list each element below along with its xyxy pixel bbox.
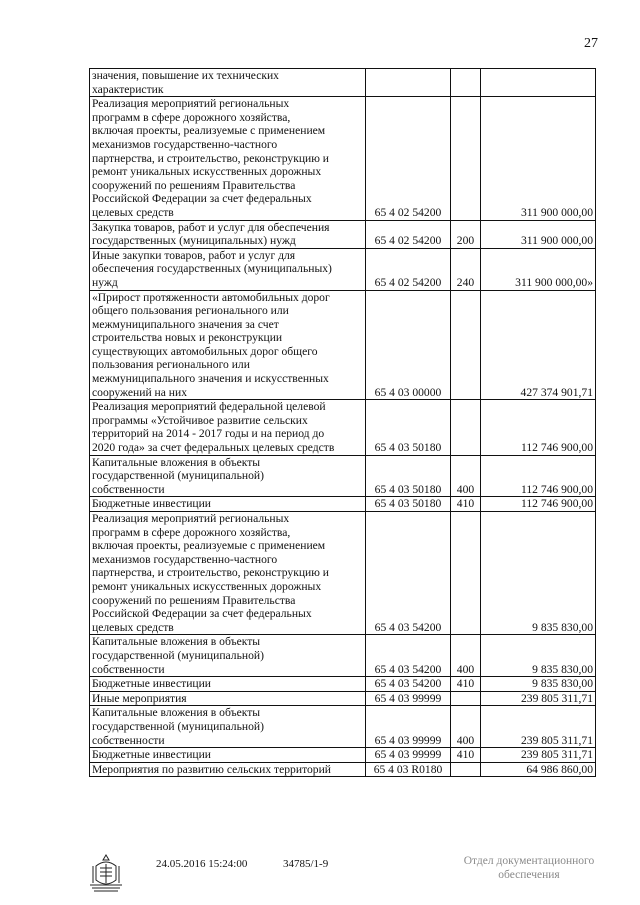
row-code: 65 4 03 99999 [366, 748, 451, 763]
row-name: Реализация мероприятий федеральной целевой программы «Устойчивое развитие сельских территорий на 2014 - 2017 годы и на период до 2020 года» за счет федеральных целевых средств [90, 400, 366, 455]
row-code: 65 4 02 54200 [366, 97, 451, 220]
budget-table-body [90, 69, 596, 777]
row-code: 65 4 03 99999 [366, 706, 451, 748]
table-row [90, 400, 596, 455]
row-name: Капитальные вложения в объекты государственной (муниципальной) собственности [90, 706, 366, 748]
row-type: 400 [451, 635, 481, 677]
row-code: 65 4 03 00000 [366, 290, 451, 400]
row-code: 65 4 03 50180 [366, 497, 451, 512]
row-code: 65 4 03 50180 [366, 400, 451, 455]
department-stamp [452, 854, 606, 882]
row-type [451, 691, 481, 706]
row-type: 410 [451, 748, 481, 763]
row-type [451, 762, 481, 777]
row-amount: 311 900 000,00» [481, 248, 596, 290]
row-code [366, 69, 451, 97]
row-type: 400 [451, 455, 481, 497]
row-code: 65 4 03 R0180 [366, 762, 451, 777]
table-row [90, 635, 596, 677]
footer-doc-number: 34785/1-9 [283, 858, 329, 870]
table-row [90, 512, 596, 635]
row-type [451, 290, 481, 400]
budget-table [89, 68, 596, 777]
row-amount: 239 805 311,71 [481, 706, 596, 748]
row-type [451, 69, 481, 97]
row-name: Иные мероприятия [90, 691, 366, 706]
row-code: 65 4 03 54200 [366, 635, 451, 677]
row-type [451, 512, 481, 635]
row-name: Капитальные вложения в объекты государственной (муниципальной) собственности [90, 455, 366, 497]
row-code: 65 4 03 99999 [366, 691, 451, 706]
row-type [451, 400, 481, 455]
row-type: 410 [451, 677, 481, 692]
row-name: Мероприятия по развитию сельских территорий [90, 762, 366, 777]
stamp-line-2: обеспечения [498, 869, 560, 881]
row-name: Капитальные вложения в объекты государственной (муниципальной) собственности [90, 635, 366, 677]
row-type: 200 [451, 220, 481, 248]
row-name: значения, повышение их технических характеристик [90, 69, 366, 97]
row-code: 65 4 02 54200 [366, 248, 451, 290]
footer-datetime: 24.05.2016 15:24:00 [156, 858, 248, 870]
row-amount: 64 986 860,00 [481, 762, 596, 777]
table-row [90, 220, 596, 248]
table-row [90, 497, 596, 512]
row-type: 400 [451, 706, 481, 748]
table-row [90, 97, 596, 220]
row-type [451, 97, 481, 220]
row-amount: 239 805 311,71 [481, 748, 596, 763]
page-number: 27 [584, 36, 598, 51]
row-code: 65 4 03 50180 [366, 455, 451, 497]
table-row [90, 762, 596, 777]
row-amount: 239 805 311,71 [481, 691, 596, 706]
row-amount: 112 746 900,00 [481, 455, 596, 497]
row-type: 240 [451, 248, 481, 290]
row-amount: 9 835 830,00 [481, 512, 596, 635]
table-row [90, 748, 596, 763]
table-row [90, 677, 596, 692]
row-amount: 9 835 830,00 [481, 635, 596, 677]
table-row [90, 455, 596, 497]
row-code: 65 4 03 54200 [366, 512, 451, 635]
coat-of-arms-icon [84, 852, 128, 896]
row-code: 65 4 02 54200 [366, 220, 451, 248]
row-amount: 311 900 000,00 [481, 97, 596, 220]
row-amount: 9 835 830,00 [481, 677, 596, 692]
row-amount: 427 374 901,71 [481, 290, 596, 400]
table-row [90, 706, 596, 748]
row-name: Бюджетные инвестиции [90, 748, 366, 763]
row-name: Бюджетные инвестиции [90, 497, 366, 512]
row-name: «Прирост протяженности автомобильных дорог общего пользования регионального или межмуниципального значения за счет строительства новых и реконструкции существующих автомобильных дорог общего пользования регионального или межмуниципального значения и искусственных сооружений на них [90, 290, 366, 400]
table-row [90, 691, 596, 706]
row-amount [481, 69, 596, 97]
row-name: Реализация мероприятий региональных программ в сфере дорожного хозяйства, включая проекты, реализуемые с применением механизмов государственно-частного партнерства, и строительство, реконструкцию и ремонт уникальных искусственных дорожных сооружений по решениям Правительства Российской Федерации за счет федеральных целевых средств [90, 512, 366, 635]
table-row [90, 69, 596, 97]
row-amount: 112 746 900,00 [481, 497, 596, 512]
row-type: 410 [451, 497, 481, 512]
stamp-line-1: Отдел документационного [463, 855, 595, 867]
row-name: Реализация мероприятий региональных программ в сфере дорожного хозяйства, включая проекты, реализуемые с применением механизмов государственно-частного партнерства, и строительство, реконструкцию и ремонт уникальных искусственных дорожных сооружений по решениям Правительства Российской Федерации за счет федеральных целевых средств [90, 97, 366, 220]
row-amount: 311 900 000,00 [481, 220, 596, 248]
row-code: 65 4 03 54200 [366, 677, 451, 692]
row-name: Закупка товаров, работ и услуг для обеспечения государственных (муниципальных) нужд [90, 220, 366, 248]
table-row [90, 290, 596, 400]
table-row [90, 248, 596, 290]
row-amount: 112 746 900,00 [481, 400, 596, 455]
row-name: Бюджетные инвестиции [90, 677, 366, 692]
row-name: Иные закупки товаров, работ и услуг для обеспечения государственных (муниципальных) нужд [90, 248, 366, 290]
